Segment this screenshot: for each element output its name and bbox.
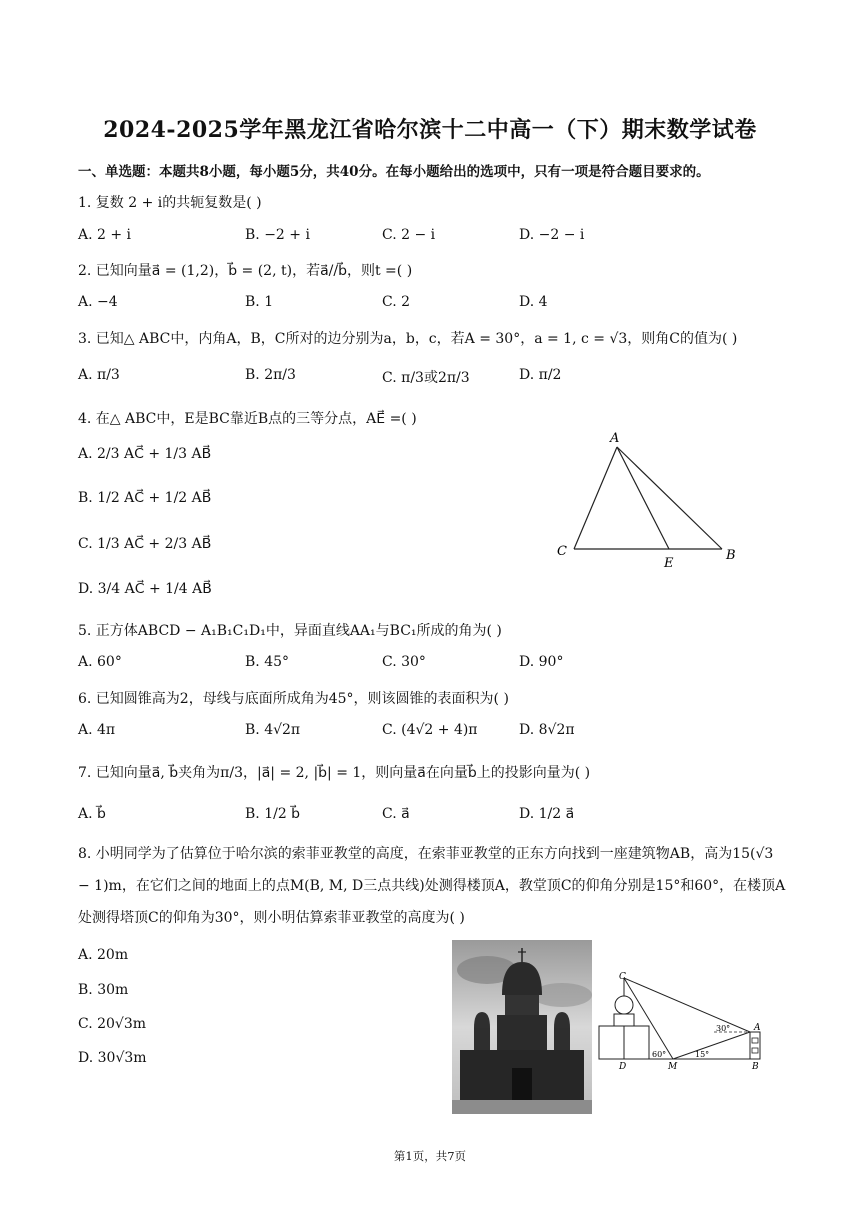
question-3-stem: 3. 已知△ ABC中，内角A，B，C所对的边分别为a，b，c，若A = 30°，a = 1, c = √3，则角C的值为( ) bbox=[78, 331, 738, 347]
option-b: B. 45° bbox=[245, 654, 290, 670]
section-heading: 一、单选题：本题共8小题，每小题5分，共40分。在每小题给出的选项中，只有一项是符合题目要求的。 bbox=[78, 164, 710, 180]
option-d: D. 4 bbox=[519, 294, 548, 310]
option-b: B. 4√2π bbox=[245, 722, 301, 738]
question-8-stem: 8. 小明同学为了估算位于哈尔滨的索菲亚教堂的高度，在索菲亚教堂的正东方向找到一座建筑物AB，高为15(√3 − 1)m，在它们之间的地面上的点M(B, M, D三点共线)处测得楼顶A，教堂顶C的仰角分别是15°和60°，在楼顶A处测得塔顶C的仰角为30°，则小明估算索菲亚教堂的高度为( ) bbox=[78, 846, 786, 926]
option-a: A. 60° bbox=[78, 654, 122, 670]
option-b: B. 2π/3 bbox=[245, 367, 296, 383]
question-4-stem: 4. 在△ ABC中，E是BC靠近B点的三等分点，AE⃗ =( ) bbox=[78, 411, 417, 427]
option-c: C. a⃗ bbox=[382, 806, 410, 822]
label-b: B bbox=[726, 548, 736, 563]
option-d: D. π/2 bbox=[519, 367, 562, 383]
option-b: B. 1 bbox=[245, 294, 274, 310]
label-c: C bbox=[619, 972, 626, 982]
question-6-stem: 6. 已知圆锥高为2，母线与底面所成角为45°，则该圆锥的表面积为( ) bbox=[78, 691, 509, 707]
option-a: A. 4π bbox=[78, 722, 116, 738]
side-ac bbox=[574, 447, 617, 549]
option-d: D. 3/4 AC⃗ + 1/4 AB⃗ bbox=[78, 581, 212, 597]
label-a: A bbox=[754, 1023, 761, 1033]
option-b: B. −2 + i bbox=[245, 227, 310, 243]
side-ab bbox=[617, 447, 722, 549]
option-a: A. 20m bbox=[78, 947, 129, 963]
angle-30: 30° bbox=[716, 1024, 731, 1033]
elevation-diagram bbox=[594, 968, 770, 1072]
label-a: A bbox=[610, 431, 620, 446]
question-1-stem: 1. 复数 2 + i的共轭复数是( ) bbox=[78, 195, 262, 211]
label-d: D bbox=[619, 1062, 627, 1072]
segment-ae bbox=[617, 447, 669, 549]
question-2-stem: 2. 已知向量a⃗ = (1,2)，b⃗ = (2, t)，若a⃗//b⃗，则t =( ) bbox=[78, 263, 413, 279]
option-a: A. 2/3 AC⃗ + 1/3 AB⃗ bbox=[78, 446, 212, 462]
option-d: D. 8√2π bbox=[519, 722, 575, 738]
option-c: C. π/3或2π/3 bbox=[382, 370, 470, 386]
label-m: M bbox=[668, 1062, 678, 1072]
angle-60: 60° bbox=[652, 1050, 667, 1059]
page-footer: 第1页，共7页 bbox=[393, 1149, 467, 1163]
label-e: E bbox=[664, 556, 674, 571]
option-c: C. 20√3m bbox=[78, 1016, 147, 1032]
label-b: B bbox=[752, 1062, 759, 1072]
option-d: D. −2 − i bbox=[519, 227, 585, 243]
question-7-stem: 7. 已知向量a⃗, b⃗夹角为π/3，|a⃗| = 2, |b⃗| = 1，则向量a⃗在向量b⃗上的投影向量为( ) bbox=[78, 765, 591, 781]
question-5-stem: 5. 正方体ABCD − A₁B₁C₁D₁中，异面直线AA₁与BC₁所成的角为( ) bbox=[78, 623, 502, 639]
triangle-figure bbox=[548, 425, 748, 575]
option-d: D. 30√3m bbox=[78, 1050, 147, 1066]
option-c: C. 30° bbox=[382, 654, 426, 670]
option-b: B. 1/2 AC⃗ + 1/2 AB⃗ bbox=[78, 490, 212, 506]
cathedral-photo bbox=[452, 940, 592, 1114]
page-title: 2024-2025学年黑龙江省哈尔滨十二中高一（下）期末数学试卷 bbox=[103, 117, 757, 143]
option-b: B. 30m bbox=[78, 982, 129, 998]
option-c: C. 1/3 AC⃗ + 2/3 AB⃗ bbox=[78, 536, 212, 552]
angle-15: 15° bbox=[695, 1050, 710, 1059]
option-c: C. 2 − i bbox=[382, 227, 436, 243]
option-d: D. 1/2 a⃗ bbox=[519, 806, 575, 822]
option-c: C. 2 bbox=[382, 294, 411, 310]
option-d: D. 90° bbox=[519, 654, 564, 670]
label-c: C bbox=[557, 544, 567, 559]
option-a: A. −4 bbox=[78, 294, 118, 310]
option-a: A. 2 + i bbox=[78, 227, 132, 243]
option-a: A. b⃗ bbox=[78, 806, 106, 822]
option-c: C. (4√2 + 4)π bbox=[382, 722, 478, 738]
option-b: B. 1/2 b⃗ bbox=[245, 806, 301, 822]
option-a: A. π/3 bbox=[78, 367, 120, 383]
